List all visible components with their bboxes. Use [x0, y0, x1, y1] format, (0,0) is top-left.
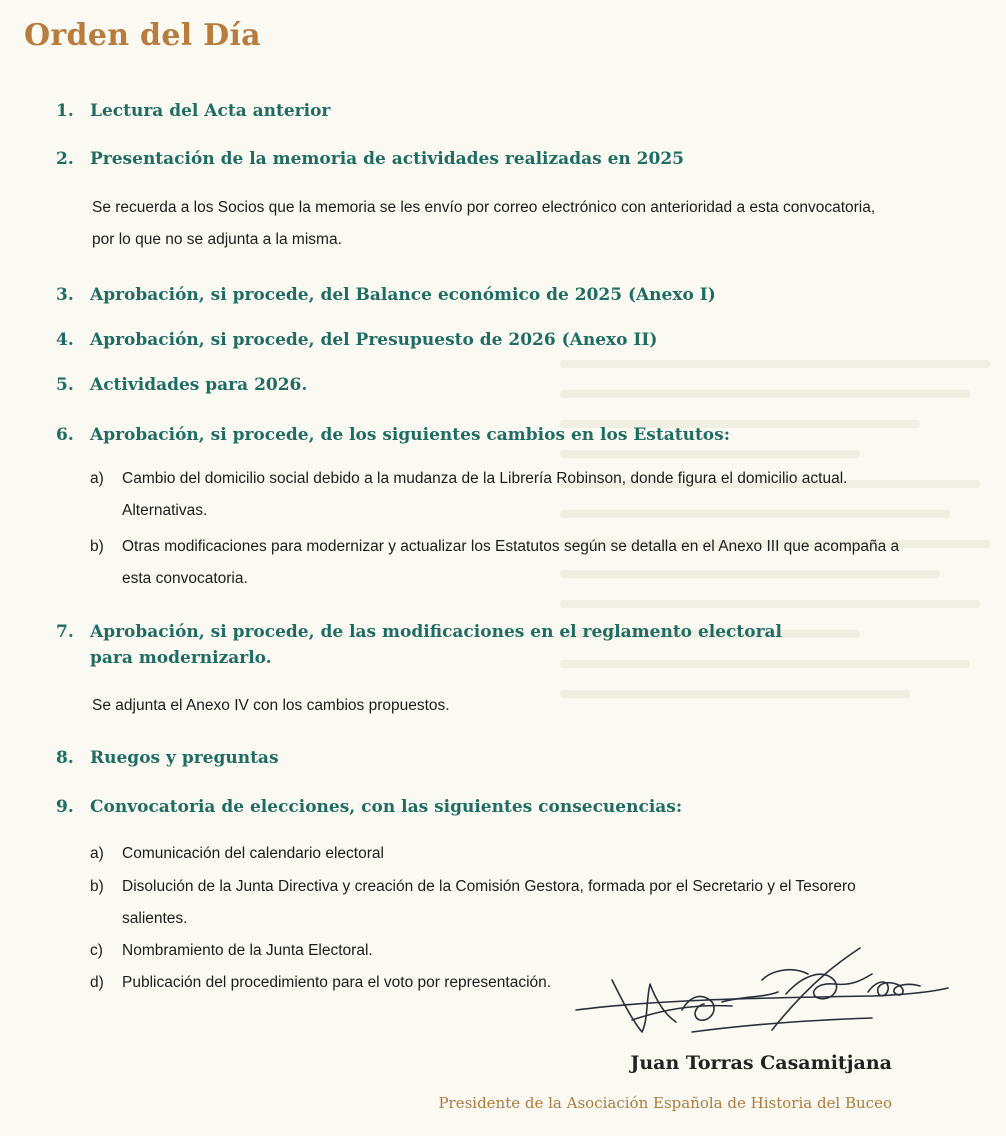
agenda-item-9: 9. Convocatoria de elecciones, con las siguientes consecuencias: — [56, 797, 683, 817]
agenda-item-9-sub-d: d) Publicación del procedimiento para el voto por representación. — [90, 974, 552, 991]
agenda-item-9-sub-b: b) Disolución de la Junta Directiva y creación de la Comisión Gestora, formada por el Secretario y el Tesorero salientes. — [90, 878, 856, 927]
signer-role: Presidente de la Asociación Española de Historia del Buceo — [438, 1094, 892, 1112]
agenda-item-4: 4. Aprobación, si procede, del Presupuesto de 2026 (Anexo II) — [56, 330, 658, 350]
page-title: Orden del Día — [24, 18, 261, 53]
signer-name: Juan Torras Casamitjana — [630, 1052, 892, 1074]
agenda-item-6-sub-b: b) Otras modificaciones para modernizar y actualizar los Estatutos según se detalla en el Anexo III que acompaña a esta convocatoria. — [90, 538, 900, 587]
agenda-item-2-note: Se recuerda a los Socios que la memoria se les envío por correo electrónico con anterioridad a esta convocatoria, por lo que no se adjunta a la misma. — [92, 199, 876, 248]
agenda-item-7: 7. Aprobación, si procede, de las modificaciones en el reglamento electoral para modernizarlo. — [56, 622, 783, 668]
agenda-item-7-note: Se adjunta el Anexo IV con los cambios propuestos. — [92, 697, 450, 714]
agenda-item-9-sub-a: a) Comunicación del calendario electoral — [90, 845, 384, 862]
handwritten-signature — [572, 940, 952, 1040]
agenda-item-9-sub-c: c) Nombramiento de la Junta Electoral. — [90, 942, 373, 959]
agenda-item-2: 2. Presentación de la memoria de actividades realizadas en 2025 — [56, 149, 684, 169]
agenda-item-6: 6. Aprobación, si procede, de los siguientes cambios en los Estatutos: — [56, 425, 730, 445]
agenda-item-3: 3. Aprobación, si procede, del Balance económico de 2025 (Anexo I) — [56, 285, 716, 305]
agenda-item-8: 8. Ruegos y preguntas — [56, 748, 279, 768]
agenda-item-6-sub-a: a) Cambio del domicilio social debido a la mudanza de la Librería Robinson, donde figura el domicilio actual. Alternativas. — [90, 470, 848, 519]
agenda-item-5: 5. Actividades para 2026. — [56, 375, 308, 395]
agenda-item-1: 1. Lectura del Acta anterior — [56, 101, 331, 121]
